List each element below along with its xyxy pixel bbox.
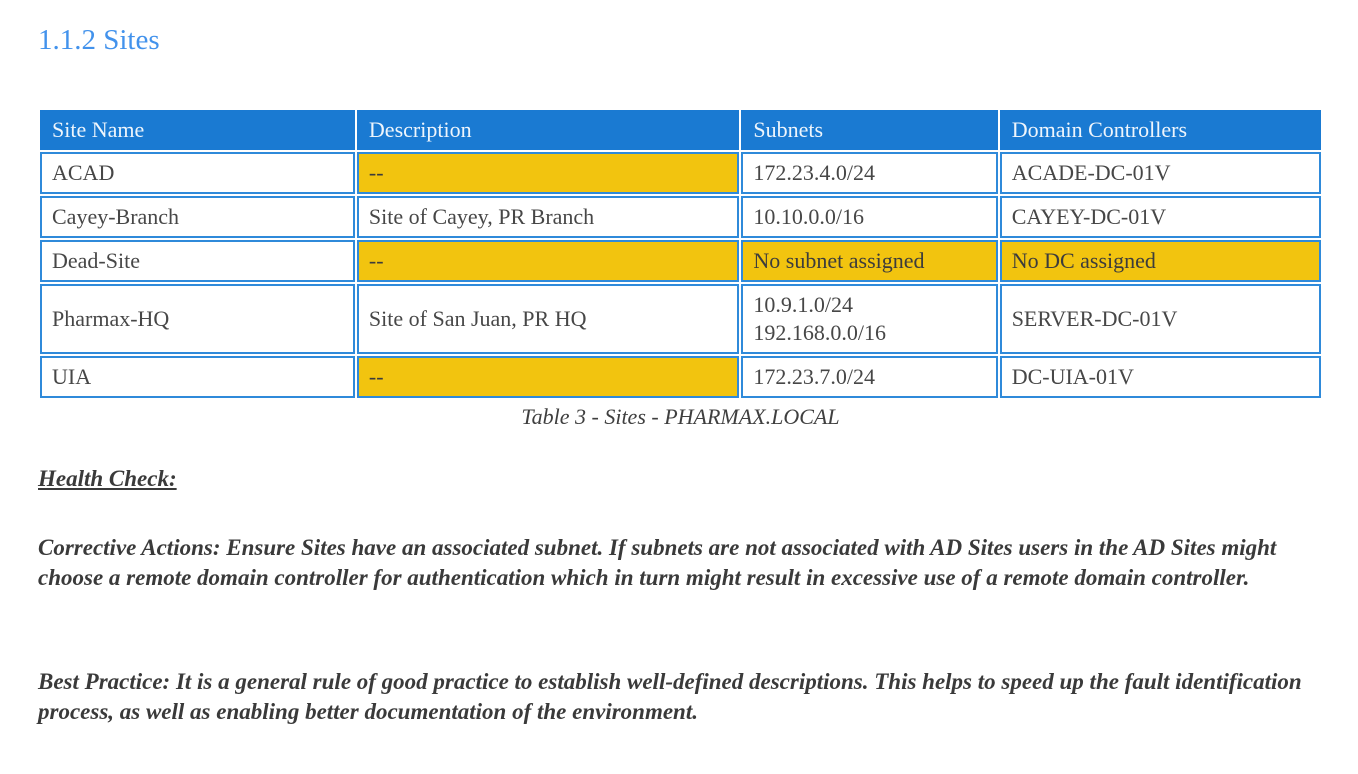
table-cell: -- (357, 356, 740, 398)
table-row (40, 356, 1321, 398)
table-cell: -- (357, 152, 740, 194)
table-cell: DC-UIA-01V (1000, 356, 1321, 398)
table-cell: Pharmax-HQ (40, 284, 355, 354)
table-cell: Dead-Site (40, 240, 355, 282)
sites-table-header (40, 110, 1321, 150)
table-cell: Site of San Juan, PR HQ (357, 284, 740, 354)
table-cell: UIA (40, 356, 355, 398)
table-body (40, 152, 1321, 398)
table-cell: -- (357, 240, 740, 282)
corrective-actions-paragraph: Corrective Actions: Ensure Sites have an associated subnet. If subnets are not associated with AD Sites users in the AD Sites might choose a remote domain controller for authentication which in turn might result in excessive use of a remote domain controller. (38, 535, 1277, 590)
table-cell: 172.23.4.0/24 (741, 152, 997, 194)
column-header-site-name: Site Name (40, 110, 355, 150)
table-cell: 172.23.7.0/24 (741, 356, 997, 398)
table-cell: ACADE-DC-01V (1000, 152, 1321, 194)
table-cell: Site of Cayey, PR Branch (357, 196, 740, 238)
table-cell: Cayey-Branch (40, 196, 355, 238)
column-header-subnets: Subnets (741, 110, 997, 150)
table-row (40, 152, 1321, 194)
table-cell: 10.10.0.0/16 (741, 196, 997, 238)
table-row (40, 284, 1321, 354)
table-row (40, 240, 1321, 282)
table-cell: ACAD (40, 152, 355, 194)
table-cell: 10.9.1.0/24 192.168.0.0/16 (741, 284, 997, 354)
table-row (40, 196, 1321, 238)
column-header-description: Description (357, 110, 740, 150)
best-practice-paragraph: Best Practice: It is a general rule of good practice to establish well-defined descriptions. This helps to speed up the fault identification process, as well as enabling better documentation of the environment. (38, 669, 1302, 724)
column-header-domain-controllers: Domain Controllers (1000, 110, 1321, 150)
table-caption: Table 3 - Sites - PHARMAX.LOCAL (521, 404, 840, 429)
section-heading: 1.1.2 Sites (38, 24, 160, 56)
table-cell: SERVER-DC-01V (1000, 284, 1321, 354)
health-check-label: Health Check: (38, 466, 177, 491)
table-cell: No subnet assigned (741, 240, 997, 282)
table-cell: CAYEY-DC-01V (1000, 196, 1321, 238)
table-cell: No DC assigned (1000, 240, 1321, 282)
table-header-row (40, 110, 1321, 150)
sites-table (38, 108, 1323, 400)
